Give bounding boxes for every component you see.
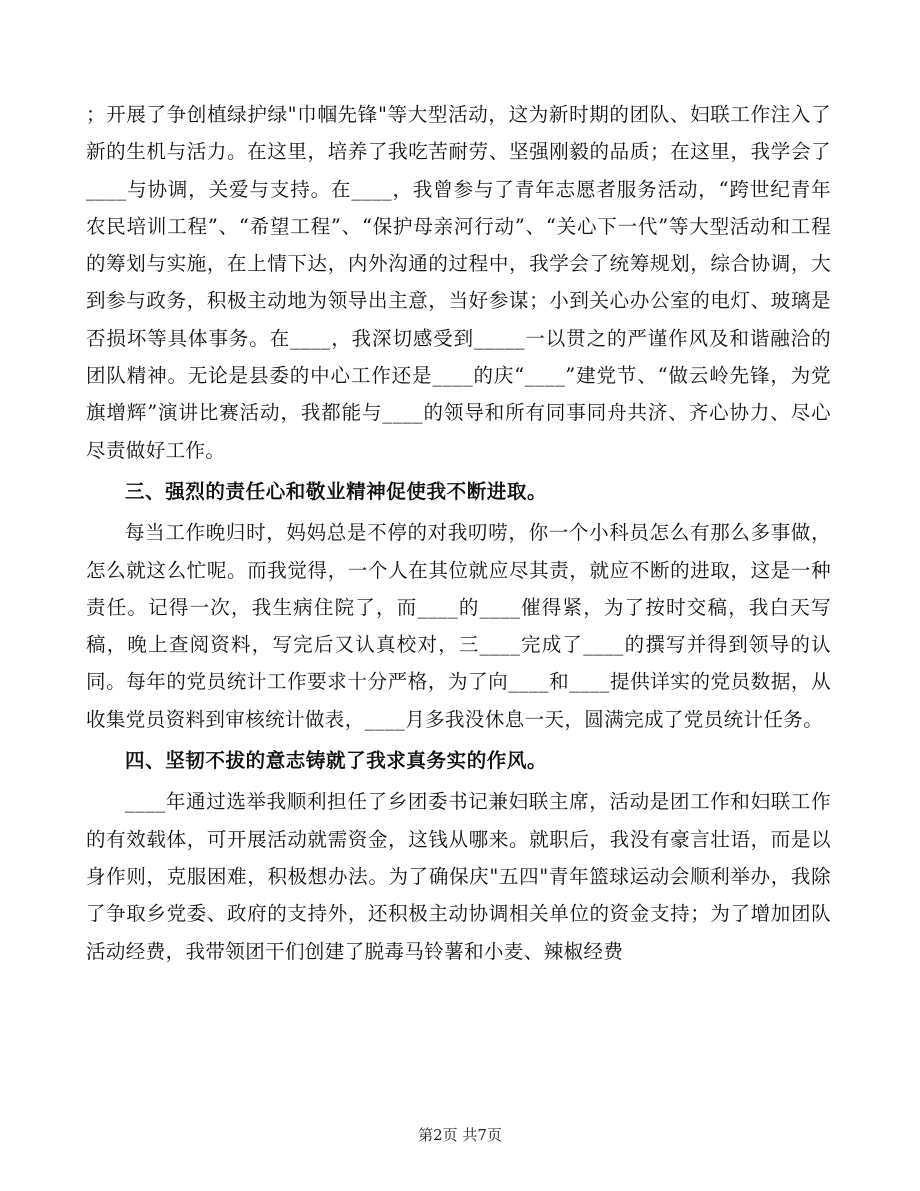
section-heading-3: 三、强烈的责任心和敬业精神促使我不断进取。 [125,479,548,503]
body-paragraph-1: ；开展了争创植绿护绿"巾帼先锋"等大型活动，这为新时期的团队、妇联工作注入了新的生机与活力。在这里，培养了我吃苦耐劳、坚强刚毅的品质；在这里，我学会了____与协调，关爱与支持。在____，我曾参与了青年志愿者服务活动，“跨世纪青年农民培训工程”、“希望工程”、“保护母亲河行动”、“关心下一代”等大型活动和工程的筹划与实施，在上情下达，内外沟通的过程中，我学会了统筹规划，综合协调，大到参与政务，积极主动地为领导出主意，当好参谋；小到关心办公室的电灯、玻璃是否损坏等具体事务。在____，我深切感受到_____一以贯之的严谨作风及和谐融洽的团队精神。无论是县委的中心工作还是____的庆“____”建党节、“做云岭先锋，为党旗增辉”演讲比赛活动，我都能与____的领导和所有同事同舟共济、齐心协力、尽心尽责做好工作。 [86,103,831,462]
body-paragraph-2: 每当工作晚归时，妈妈总是不停的对我叨唠，你一个小科员怎么有那么多事做，怎么就这么忙呢。而我觉得，一个人在其位就应尽其责，就应不断的进取，这是一种责任。记得一次，我生病住院了，而____的____催得紧，为了按时交稿，我白天写稿，晚上查阅资料，写完后又认真校对，三____完成了____的撰写并得到领导的认同。每年的党员统计工作要求十分严格，为了向____和____提供详实的党员数据，从收集党员资料到审核统计做表，____月多我没休息一天，圆满完成了党员统计任务。 [86,521,831,731]
section-heading-4: 四、坚韧不拔的意志铸就了我求真务实的作风。 [125,749,548,773]
page-footer: 第2页 共7页 [418,1126,502,1144]
document-body [86,96,831,970]
body-paragraph-3: ____年通过选举我顺利担任了乡团委书记兼妇联主席，活动是团工作和妇联工作的有效载体，可开展活动就需资金，这钱从哪来。就职后，我没有豪言壮语，而是以身作则，克服困难，积极想办法。为了确保庆"五四"青年篮球运动会顺利举办，我除了争取乡党委、政府的支持外，还积极主动协调相关单位的资金支持；为了增加团队活动经费，我带领团干们创建了脱毒马铃薯和小麦、辣椒经费 [86,790,831,963]
